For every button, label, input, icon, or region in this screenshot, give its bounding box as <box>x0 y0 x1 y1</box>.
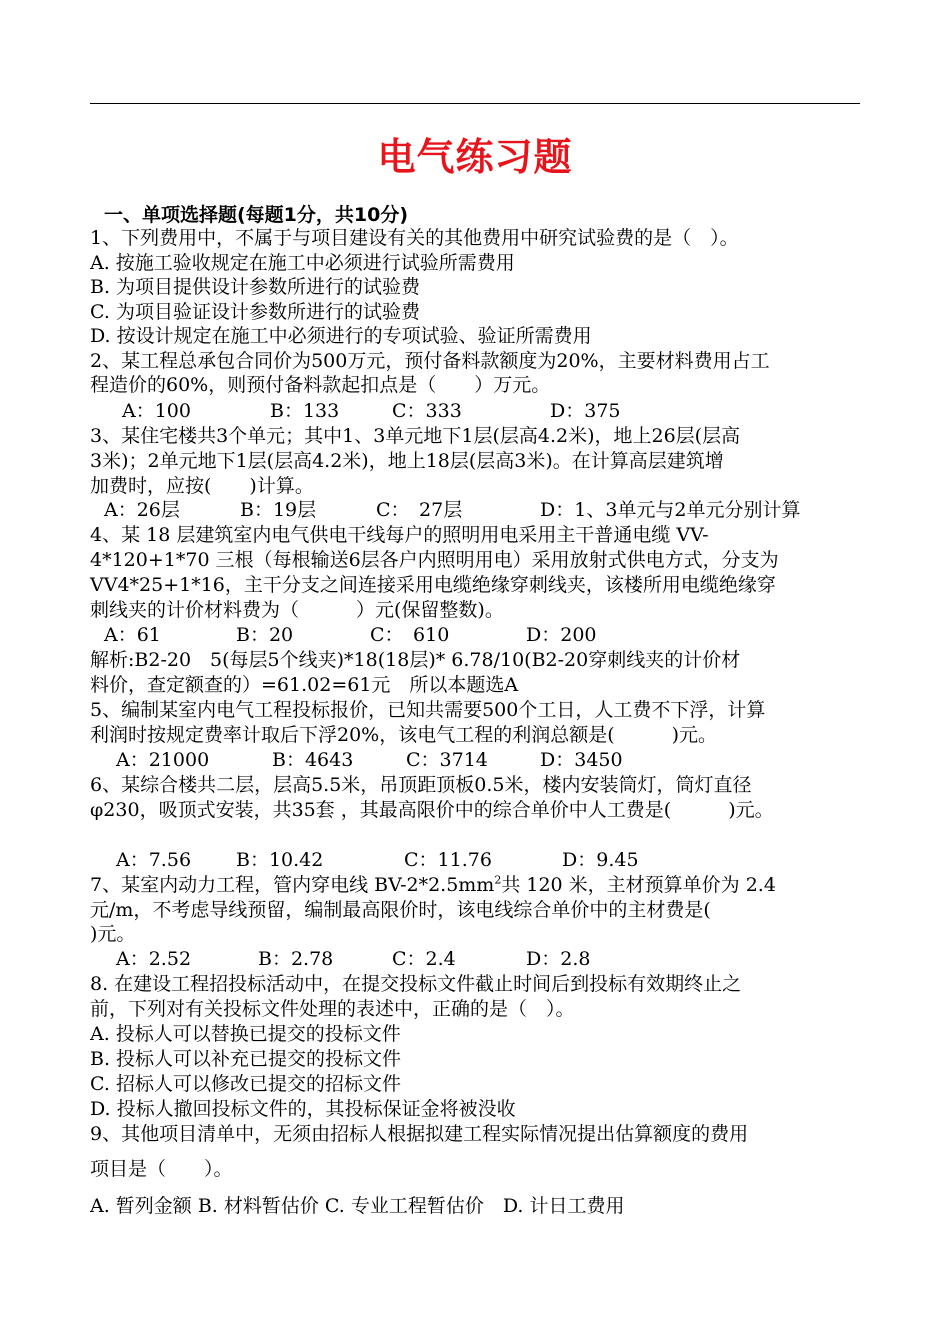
q2-option-a: A：100 <box>122 400 191 422</box>
q4-option-a: A：61 <box>104 624 161 646</box>
q3-option-c: C： 27层 <box>376 499 463 521</box>
q7-superscript: 2 <box>494 873 502 887</box>
q7-option-a: A：2.52 <box>116 948 192 970</box>
q8-option-b: B. 投标人可以补充已提交的投标文件 <box>90 1048 402 1070</box>
q4-option-d: D：200 <box>526 624 597 646</box>
q7-stem-line2: 元/m，不考虑导线预留，编制最高限价时，该电线综合单价中的主材费是( <box>90 899 711 921</box>
q6-option-a: A：7.56 <box>116 849 192 871</box>
q9-stem-line1: 9、其他项目清单中，无须由招标人根据拟建工程实际情况提出估算额度的费用 <box>90 1123 749 1145</box>
q5-stem-line2: 利润时按规定费率计取后下浮20%，该电气工程的利润总额是( )元。 <box>90 724 718 746</box>
q6-option-d: D：9.45 <box>562 849 639 871</box>
q8-stem-line1: 8. 在建设工程招投标活动中，在提交投标文件截止时间后到投标有效期终止之 <box>90 973 742 995</box>
q5-option-b: B：4643 <box>272 749 354 771</box>
q1-option-c: C. 为项目验证设计参数所进行的试验费 <box>90 301 420 323</box>
q2-option-c: C：333 <box>392 400 462 422</box>
q1-option-b: B. 为项目提供设计参数所进行的试验费 <box>90 276 421 298</box>
q2-option-d: D：375 <box>550 400 621 422</box>
document-title: 电气练习题 <box>377 135 573 179</box>
q3-stem-line1: 3、某住宅楼共3个单元；其中1、3单元地下1层(层高4.2米)，地上26层(层高 <box>90 425 741 447</box>
q4-stem-line1: 4、某 18 层建筑室内电气供电干线每户的照明用电采用主干普通电缆 VV- <box>90 524 709 546</box>
q5-option-d: D：3450 <box>540 749 623 771</box>
section-heading: 一、单项选择题(每题1分，共10分) <box>104 204 409 226</box>
q8-option-d: D. 投标人撤回投标文件的，其投标保证金将被没收 <box>90 1098 516 1120</box>
q2-stem-line2: 程造价的60%，则预付备料款起扣点是（ ）万元。 <box>90 374 551 396</box>
q7-stem-line3: )元。 <box>90 923 136 945</box>
q1-option-d: D. 按设计规定在施工中必须进行的专项试验、验证所需费用 <box>90 325 592 347</box>
q4-stem-line3: VV4*25+1*16，主干分支之间连接采用电缆绝缘穿刺线夹，该楼所用电缆绝缘穿 <box>90 574 776 596</box>
q4-option-c: C： 610 <box>370 624 450 646</box>
q8-option-a: A. 投标人可以替换已提交的投标文件 <box>90 1023 401 1045</box>
q8-option-c: C. 招标人可以修改已提交的招标文件 <box>90 1073 401 1095</box>
q5-option-a: A：21000 <box>116 749 210 771</box>
q4-analysis-line2: 料价，查定额查的）=61.02=61元 所以本题选A <box>90 674 519 696</box>
q2-option-b: B：133 <box>270 400 340 422</box>
q4-stem-line2: 4*120+1*70 三根（每根输送6层各户内照明用电）采用放射式供电方式，分支为 <box>90 549 779 571</box>
q3-option-d: D：1、3单元与2单元分别计算 <box>540 499 801 521</box>
q7-stem-line1 <box>90 873 776 897</box>
q3-option-b: B：19层 <box>240 499 317 521</box>
header-rule <box>90 103 860 104</box>
q5-stem-line1: 5、编制某室内电气工程投标报价，已知共需要500个工日，人工费不下浮，计算 <box>90 699 766 721</box>
q3-stem-line3: 加费时，应按( )计算。 <box>90 475 314 497</box>
q2-stem-line1: 2、某工程总承包合同价为500万元，预付备料款额度为20%，主要材料费用占工 <box>90 350 770 372</box>
q4-stem-line4: 刺线夹的计价材料费为（ ）元(保留整数)。 <box>90 599 504 621</box>
q9-stem-line2: 项目是（ ）。 <box>90 1158 233 1180</box>
q7-option-c: C：2.4 <box>392 948 456 970</box>
q6-option-c: C：11.76 <box>404 849 492 871</box>
q6-stem-line1: 6、某综合楼共二层，层高5.5米，吊顶距顶板0.5米，楼内安装筒灯，筒灯直径 <box>90 774 752 796</box>
q9-options: A. 暂列金额 B. 材料暂估价 C. 专业工程暂估价 D. 计日工费用 <box>90 1195 625 1217</box>
q3-option-a: A：26层 <box>104 499 180 521</box>
q1-option-a: A. 按施工验收规定在施工中必须进行试验所需费用 <box>90 252 515 274</box>
q7-option-b: B：2.78 <box>258 948 334 970</box>
q6-option-b: B：10.42 <box>236 849 324 871</box>
q4-option-b: B：20 <box>236 624 294 646</box>
q1-stem: 1、下列费用中，不属于与项目建设有关的其他费用中研究试验费的是（ ）。 <box>90 227 739 249</box>
q5-option-c: C：3714 <box>406 749 488 771</box>
q7-stem-line1-part1: 7、某室内动力工程，管内穿电线 BV-2*2.5mm <box>90 874 495 896</box>
q7-stem-line1-part2: 共 120 米，主材预算单价为 2.4 <box>501 874 776 896</box>
q7-option-d: D：2.8 <box>526 948 591 970</box>
q4-analysis-line1: 解析:B2-20 5(每层5个线夹)*18(18层)* 6.78/10(B2-20穿刺线夹的计价材 <box>90 649 741 671</box>
q6-stem-line2: φ230，吸顶式安装，共35套 ，其最高限价中的综合单价中人工费是( )元。 <box>90 799 774 821</box>
q3-stem-line2: 3米)；2单元地下1层(层高4.2米)，地上18层(层高3米)。在计算高层建筑增 <box>90 450 724 472</box>
q8-stem-line2: 前，下列对有关投标文件处理的表述中，正确的是（ ）。 <box>90 998 575 1020</box>
